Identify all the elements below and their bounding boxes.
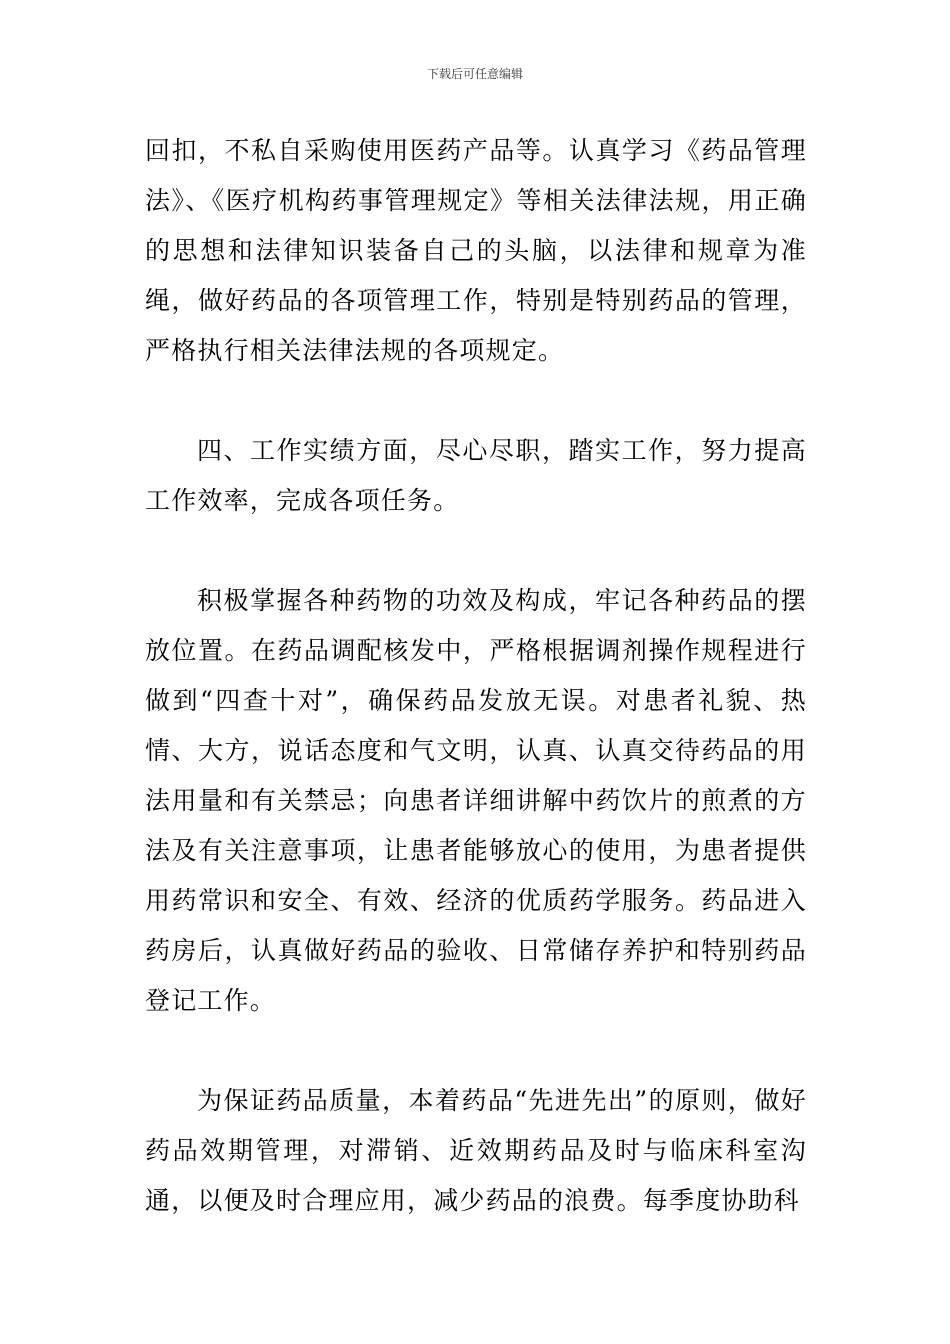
- paragraph-drug-dispensing: 积极掌握各种药物的功效及构成，牢记各种药品的摆放位置。在药品调配核发中，严格根据调剂操作规程进行做到“四查十对”，确保药品发放无误。对患者礼貌、热情、大方，说话态度和气文明，认真、认真交待药品的用法用量和有关禁忌；向患者详细讲解中药饮片的煎煮的方法及有关注意事项，让患者能够放心的使用，为患者提供用药常识和安全、有效、经济的优质药学服务。药品进入药房后，认真做好药品的验收、日常储存养护和特别药品登记工作。: [145, 586, 807, 1015]
- page-header: 下载后可任意编辑: [426, 67, 523, 81]
- paragraph-drug-quality: 为保证药品质量，本着药品“先进先出”的原则，做好药品效期管理，对滞销、近效期药品及时与临床科室沟通，以便及时合理应用，减少药品的浪费。每季度协助科: [145, 1086, 807, 1215]
- paragraph-section-four: 四、工作实绩方面，尽心尽职，踏实工作，努力提高工作效率，完成各项任务。: [145, 436, 807, 515]
- paragraph-continuation: 回扣，不私自采购使用医药产品等。认真学习《药品管理法》、《医疗机构药事管理规定》等相关法律法规，用正确的思想和法律知识装备自己的头脑，以法律和规章为准绳，做好药品的各项管理工作，特别是特别药品的管理，严格执行相关法律法规的各项规定。: [145, 136, 807, 365]
- document-body: [145, 126, 807, 1226]
